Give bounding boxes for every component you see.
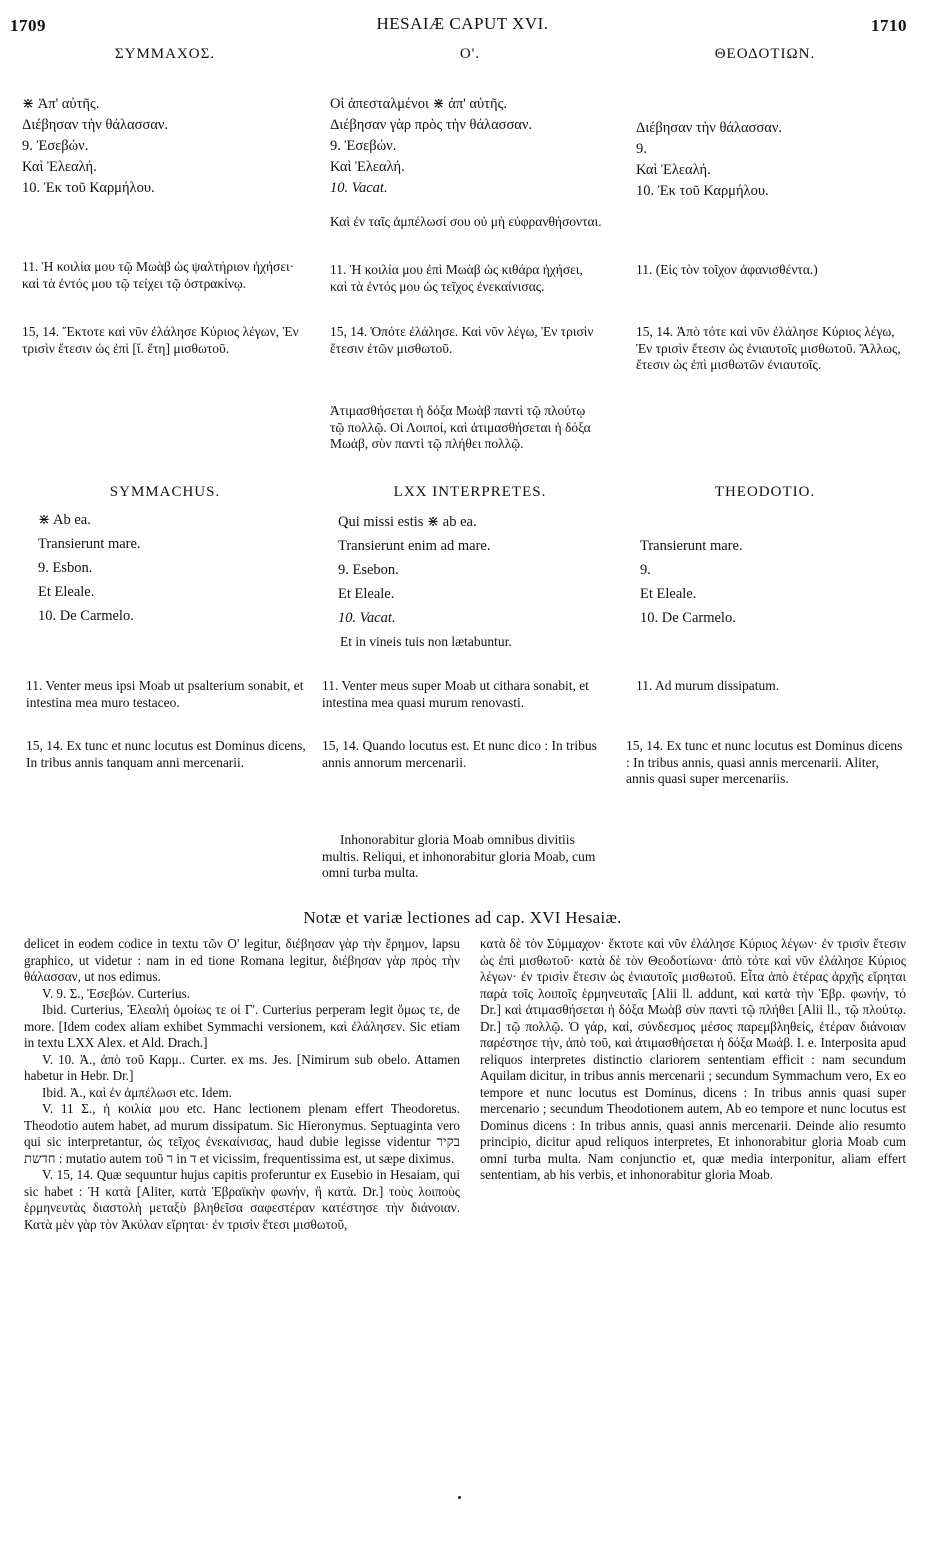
verse-line: Transierunt mare. (38, 536, 141, 552)
verse-line: 9. Ἐσεβών. (330, 138, 397, 154)
greek-head-symmachus: ΣΥΜΜΑΧΟΣ. (114, 46, 216, 62)
verse-line: Καὶ Ἐλεαλή. (330, 159, 405, 175)
greek-theodotion-column (636, 118, 906, 202)
verse-line: 9. Esebon. (338, 562, 399, 578)
greek-symmachus-verse-11: 11. Ἡ κοιλία μου τῷ Μωὰβ ὡς ψαλτήριον ἠχήσει· καὶ τὰ ἐντός μου τῷ τείχει τῷ ὀστρακίνῳ. (22, 259, 295, 291)
note-paragraph: Ibid. Ἀ., καὶ ἐν ἀμπέλωσι etc. Idem. (42, 1084, 232, 1100)
verse-line: 10. Ἐκ τοῦ Καρμήλου. (636, 183, 769, 199)
page-number-left: 1709 (10, 16, 46, 35)
verse-line: 9. Esbon. (38, 560, 93, 576)
note-paragraph: V. 10. Ἀ., ἀπὸ τοῦ Καρμ.. Curter. ex ms. Jes. [Nimirum sub obelo. Attamen habetur in Hebr. Dr.] (24, 1051, 460, 1083)
verse-line: Qui missi estis ⋇ ab ea. (338, 514, 477, 530)
note-paragraph: κατὰ δὲ τὸν Σύμμαχον· ἔκτοτε καὶ νῦν ἐλάλησε Κύριος λέγων· ἐν τρισὶν ἔτεσιν ὡς ἐπὶ μισθωτοῦ· κατὰ δὲ τὸν Θεοδοτίωνα· ἀπὸ τότε καὶ νῦν ἐλάλησε Κύριος λέγων· ἐν τρισὶν ἔτεσιν ὡς ἐνιαυτοῖς μισθωτοῦ. Εἶτα ἀπὸ ἑτέρας ἀρχῆς εἴρηται παρὰ τοῖς λοιποῖς ἑρμηνευταῖς [Alii ll. addunt, καὶ κατὰ τὴν Ἑβρ. φωνήν, τό Dr.] καὶ ἀτιμασθήσεται ἡ δόξα Μωὰβ σὺν παντὶ τῷ πλήθει [Alii ll., τῷ πλούτῳ. Dr.] τῷ πολλῷ. Ὁ γάρ, καί, σύνδεσμος μέσος παρεμβληθείς, ἑτέραν διάνοιαν παρέστησε τήν, ἀπὸ τοῦ, καὶ ἀτιμασθήσεται ἡ δόξα Μωάβ. I. e. Interposita apud reliquos interpretes distinctio clariorem sententiam efficit : nam secundum Aquilam dicitur, in tribus annis mercenarii ; secundum Symmachum vero, Ex eo tempore et nunc locutus est Dominus, dicens : In tribus annis quasi super mercenario ; secundum Theodotionem autem, Ab eo tempore et nunc locutus est Dominus dicens : In tribus annis, quasi annis mercenarii. Deinde alio resumto principio, dicitur apud reliquos interpretes, Et inhonorabitur gloria Moab cum omni turba multa. Nam conjunctio et, quæ media interponitur, aliam effert sententiam, ab his verbis, et inhonorabitur gloria Moab. (480, 936, 906, 1182)
latin-symmachus-verse-11: 11. Venter meus ipsi Moab ut psalterium sonabit, et intestina mea muro testaceo. (26, 678, 304, 710)
verse-line: 9. Ἐσεβών. (22, 138, 89, 154)
latin-symmachus-column (38, 508, 308, 628)
page-speck (458, 1496, 461, 1499)
latin-head-symmachus: SYMMACHUS. (109, 484, 221, 500)
latin-lxx-column (338, 510, 606, 630)
verse-line: Et Eleale. (338, 586, 395, 602)
latin-theodotion-column (640, 534, 905, 630)
verse-line: 10. De Carmelo. (640, 610, 736, 626)
greek-lxx-atimasthesetai: Ἀτιμασθήσεται ἡ δόξα Μωὰβ παντὶ τῷ πλούτῳ τῷ πολλῷ. Οἱ Λοιποί, καὶ ἀτιμασθήσεται ἡ δόξα Μωάβ, σὺν παντὶ τῷ πλήθει πολλῷ. (330, 403, 591, 451)
greek-theodotion-verse-15: 15, 14. Ἀπὸ τότε καὶ νῦν ἐλάλησε Κύριος λέγω, Ἐν τρισὶν ἔτεσιν ὡς ἐνιαυτοῖς μισθωτοῦ. Ἄλλως, ἔτεσιν ὡς ἐπὶ μισθωτῶν ἐνιαυτοῖς. (636, 324, 901, 372)
verse-line: Οἱ ἀπεσταλμένοι ⋇ ἀπ' αὐτῆς. (330, 96, 507, 112)
note-paragraph: V. 15, 14. Quæ sequuntur hujus capitis proferuntur ex Eusebio in Hesaiam, qui sic habet : Ἡ κατὰ [Aliter, κατὰ Ἑβραϊκὴν φωνήν, ἢ κατὰ. Dr.] τοὺς λοιποὺς ἑρμηνευτὰς διαστολὴ μεταξὺ βληθεῖσα σαφεστέραν κατέστησε τὴν διάνοιαν. Κατὰ μὲν γὰρ τὸν Ἀκύλαν εἴρηται· ἐν τρισὶν ἔτεσι μισθωτοῦ, (24, 1167, 460, 1232)
greek-lxx-verse-11: 11. Ἡ κοιλία μου ἐπὶ Μωὰβ ὡς κιθάρα ἠχήσει, καὶ τὰ ἐντός μου ὡς τεῖχος ἐνεκαίνισας. (330, 262, 583, 294)
greek-lxx-column (330, 94, 602, 199)
running-title: HESAIÆ CAPUT XVI. (376, 14, 549, 33)
verse-line: Καὶ Ἐλεαλή. (636, 162, 711, 178)
verse-line: Transierunt mare. (640, 538, 743, 554)
verse-line: Transierunt enim ad mare. (338, 538, 491, 554)
verse-line: Διέβησαν γὰρ πρὸς τὴν θάλασσαν. (330, 117, 533, 133)
latin-lxx-verse-11: 11. Venter meus super Moab ut cithara sonabit, et intestina mea quasi murum renovasti. (322, 678, 589, 710)
verse-line: ⋇ Ἀπ' αὐτῆς. (22, 96, 100, 112)
greek-lxx-verse-15: 15, 14. Ὁπότε ἐλάλησε. Καὶ νῦν λέγω, Ἐν τρισὶν ἔτεσιν ἐτῶν μισθωτοῦ. (330, 324, 594, 356)
latin-lxx-vineis: Et in vineis tuis non lætabuntur. (340, 634, 512, 649)
notes-title: Notæ et variæ lectiones ad cap. XVI Hesaiæ. (303, 908, 622, 927)
latin-theodotion-verse-15: 15, 14. Ex tunc et nunc locutus est Dominus dicens : In tribus annis, quasi annis mercenarii. Aliter, annis quasi super mercenariis. (626, 738, 903, 786)
verse-line: 10. De Carmelo. (38, 608, 134, 624)
verse-line: 9. (636, 141, 647, 157)
notes-right-column (480, 936, 906, 1184)
verse-line: 10. Vacat. (330, 180, 388, 196)
verse-line: 10. Ἐκ τοῦ Καρμήλου. (22, 180, 155, 196)
verse-line: ⋇ Ab ea. (38, 512, 91, 528)
verse-line: Διέβησαν τὴν θάλασσαν. (636, 120, 783, 136)
latin-symmachus-verse-15: 15, 14. Ex tunc et nunc locutus est Dominus dicens, In tribus annis tanquam anni mercenarii. (26, 738, 306, 770)
greek-theodotion-verse-11: 11. (Εἰς τὸν τοῖχον ἀφανισθέντα.) (636, 262, 818, 277)
greek-head-theodotion: ΘΕΟΔΟΤΙΩΝ. (714, 46, 816, 62)
greek-lxx-vineis: Καὶ ἐν ταῖς ἀμπέλωσί σου οὐ μὴ εὐφρανθήσονται. (330, 214, 602, 229)
note-paragraph: delicet in eodem codice in textu τῶν Ο' legitur, διέβησαν γὰρ τὴν ἔρημον, lapsu graphico, ut videtur : nam in ed tione Romana legitur, διέβησαν γὰρ πρὸς τὴν θάλασσαν, ut nos edimus. (24, 936, 460, 984)
greek-symmachus-column (22, 94, 307, 199)
note-paragraph: V. 11 Σ., ἡ κοιλία μου etc. Hanc lectionem plenam effert Theodoretus. Theodotio autem habet, ad murum dissipatum. Sic Hieronymus. Septuaginta vero qui sic interpretantur, ὡς τεῖχος ἐνεκαίνισας, haud dubie legisse videntur בקיר חדשת : mutatio autem τοῦ ר in ד et vicissim, frequentissima est, ut sæpe diximus. (24, 1101, 460, 1166)
latin-theodotion-verse-11: 11. Ad murum dissipatum. (636, 678, 780, 693)
latin-lxx-inhonorabitur: Inhonorabitur gloria Moab omnibus divitiis multis. Reliqui, et inhonorabitur gloria Moab, cum omni turba multa. (322, 832, 596, 880)
verse-line: Et Eleale. (640, 586, 697, 602)
verse-line: 9. (640, 562, 651, 578)
latin-head-theodotion: THEODOTIO. (714, 484, 816, 500)
greek-head-lxx: Ο'. (459, 46, 481, 62)
verse-line: 10. Vacat. (338, 610, 396, 626)
latin-lxx-verse-15: 15, 14. Quando locutus est. Et nunc dico : In tribus annis annorum mercenarii. (322, 738, 597, 770)
verse-line: Et Eleale. (38, 584, 95, 600)
greek-symmachus-verse-15: 15, 14. Ἔκτοτε καὶ νῦν ἐλάλησε Κύριος λέγων, Ἐν τρισὶν ἔτεσιν ὡς ἐπὶ [ἴ. ἔτη] μισθωτοῦ. (22, 324, 299, 356)
verse-line: Διέβησαν τὴν θάλασσαν. (22, 117, 169, 133)
verse-line: Καὶ Ἐλεαλή. (22, 159, 97, 175)
note-paragraph: Ibid. Curterius, Ἐλεαλή ὁμοίως τε οἱ Γ'. Curterius perperam legit ὅμως τε, de more. [Idem codex aliam exhibet Symmachi versionem, καὶ ἐλάλησεν. Sic etiam in textu LXX Alex. et Ald. Drach.] (24, 1002, 460, 1050)
note-paragraph: V. 9. Σ., Ἐσεβών. Curterius. (42, 985, 191, 1001)
latin-head-lxx: LXX INTERPRETES. (393, 484, 547, 500)
page-number-right: 1710 (871, 16, 907, 35)
notes-left-column (24, 936, 460, 1233)
